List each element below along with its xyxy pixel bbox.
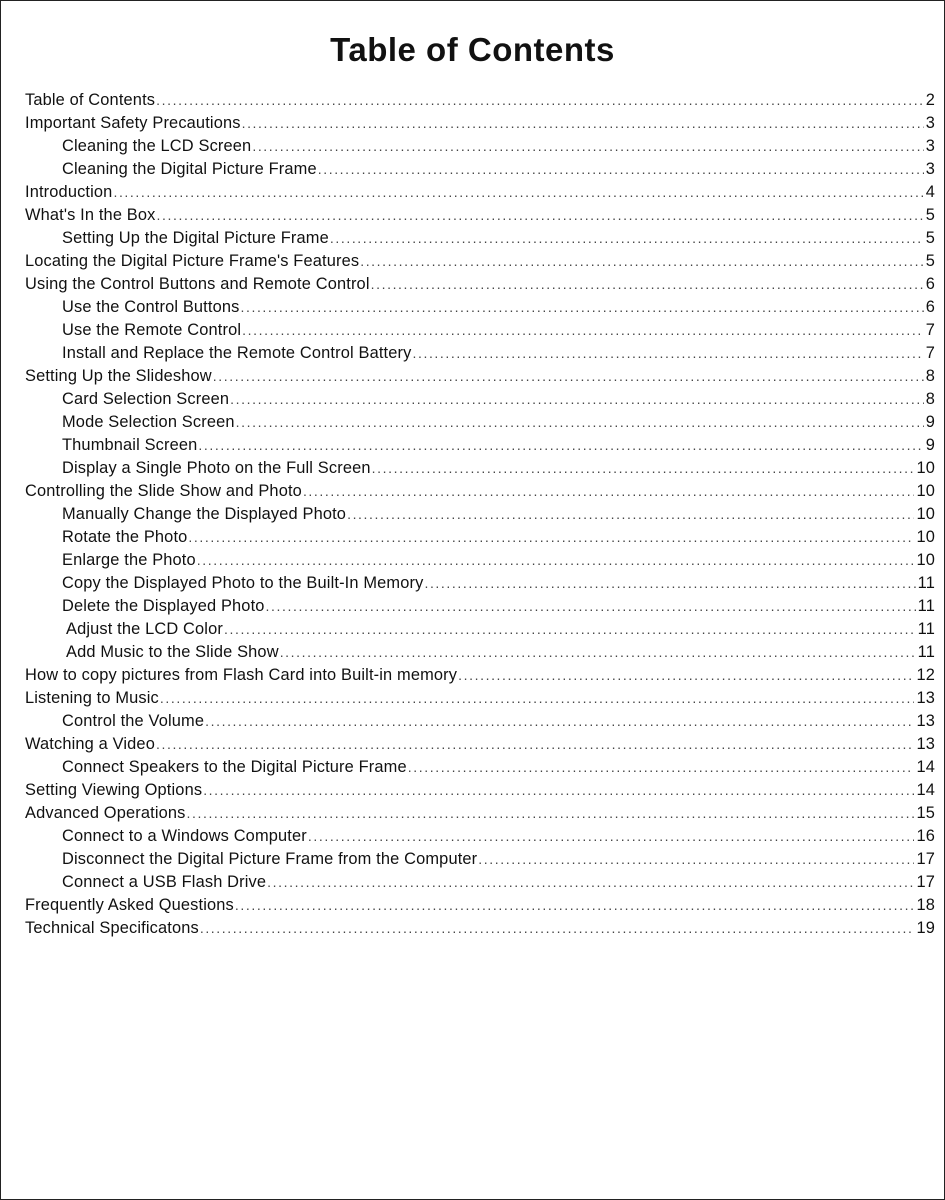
dot-leader [156,89,924,112]
dot-leader [372,457,915,480]
toc-entry-title: Use the Control Buttons [62,298,240,316]
toc-entry-title: What's In the Box [25,206,156,224]
dot-leader [205,710,914,733]
dot-leader [188,526,914,549]
toc-entry-title: Setting Viewing Options [25,781,203,799]
toc-entry[interactable] [25,158,935,181]
toc-entry[interactable] [25,480,935,503]
toc-entry-title: Controlling the Slide Show and Photo [25,482,302,500]
toc-entry-title: Important Safety Precautions [25,114,241,132]
toc-entry-title: Manually Change the Displayed Photo [62,505,347,523]
toc-entry[interactable] [25,641,935,664]
toc-entry[interactable] [25,227,935,250]
toc-entry-page-number: 12 [916,666,935,684]
dot-leader [280,641,916,664]
toc-entry-title: Control the Volume [62,712,205,730]
toc-entry-page-number: 3 [925,160,935,178]
toc-entry[interactable] [25,250,935,273]
table-of-contents [25,89,935,940]
dot-leader [157,204,924,227]
toc-entry-title: Technical Specificatons [25,919,199,937]
toc-entry-page-number: 18 [916,896,935,914]
toc-entry-page-number: 13 [916,735,935,753]
toc-entry[interactable] [25,595,935,618]
toc-entry-title: Install and Replace the Remote Control Battery [62,344,412,362]
toc-entry[interactable] [25,273,935,296]
toc-entry-page-number: 7 [925,344,935,362]
toc-entry-title: Cleaning the LCD Screen [62,137,252,155]
toc-entry-page-number: 5 [925,206,935,224]
dot-leader [200,917,915,940]
toc-entry-page-number: 7 [925,321,935,339]
toc-entry[interactable] [25,503,935,526]
toc-entry[interactable] [25,687,935,710]
toc-entry[interactable] [25,135,935,158]
toc-entry[interactable] [25,411,935,434]
toc-entry-page-number: 11 [917,574,935,592]
toc-entry-page-number: 10 [916,551,935,569]
dot-leader [240,296,923,319]
dot-leader [235,894,915,917]
toc-entry[interactable] [25,894,935,917]
toc-entry-page-number: 19 [916,919,935,937]
toc-entry-page-number: 5 [925,229,935,247]
toc-entry-page-number: 10 [916,459,935,477]
toc-entry-title: Thumbnail Screen [62,436,198,454]
dot-leader [360,250,924,273]
dot-leader [160,687,915,710]
dot-leader [267,871,914,894]
toc-entry-page-number: 3 [925,114,935,132]
toc-entry-title: Locating the Digital Picture Frame's Features [25,252,360,270]
dot-leader [371,273,924,296]
dot-leader [242,112,924,135]
toc-entry-title: Table of Contents [25,91,156,109]
toc-entry[interactable] [25,319,935,342]
toc-entry-page-number: 4 [925,183,935,201]
toc-entry[interactable] [25,181,935,204]
toc-entry[interactable] [25,848,935,871]
dot-leader [308,825,915,848]
dot-leader [252,135,923,158]
toc-entry-title: Rotate the Photo [62,528,188,546]
toc-entry[interactable] [25,388,935,411]
toc-entry[interactable] [25,779,935,802]
toc-entry-page-number: 17 [916,850,935,868]
dot-leader [318,158,924,181]
toc-entry-page-number: 8 [925,390,935,408]
dot-leader [330,227,924,250]
toc-entry-title: Mode Selection Screen [62,413,235,431]
toc-entry-title: Display a Single Photo on the Full Screen [62,459,371,477]
toc-entry[interactable] [25,296,935,319]
toc-entry-page-number: 5 [925,252,935,270]
dot-leader [197,549,915,572]
toc-entry[interactable] [25,802,935,825]
toc-entry-page-number: 17 [916,873,935,891]
toc-entry[interactable] [25,618,935,641]
toc-entry[interactable] [25,756,935,779]
toc-entry[interactable] [25,204,935,227]
dot-leader [113,181,923,204]
dot-leader [347,503,914,526]
dot-leader [266,595,916,618]
toc-entry-page-number: 11 [917,643,935,661]
toc-entry[interactable] [25,89,935,112]
dot-leader [224,618,916,641]
dot-leader [156,733,914,756]
toc-entry-page-number: 6 [925,298,935,316]
toc-entry[interactable] [25,549,935,572]
dot-leader [458,664,914,687]
toc-entry-page-number: 13 [916,689,935,707]
toc-entry[interactable] [25,365,935,388]
toc-entry-title: Watching a Video [25,735,155,753]
toc-entry-page-number: 9 [925,413,935,431]
toc-entry[interactable] [25,664,935,687]
toc-entry-page-number: 6 [925,275,935,293]
toc-entry-page-number: 14 [916,781,935,799]
toc-entry-title: Frequently Asked Questions [25,896,234,914]
toc-entry-title: How to copy pictures from Flash Card into Built-in memory [25,666,458,684]
toc-entry-page-number: 10 [916,528,935,546]
toc-entry[interactable] [25,342,935,365]
toc-entry[interactable] [25,572,935,595]
toc-entry-page-number: 16 [916,827,935,845]
toc-entry-page-number: 2 [925,91,935,109]
toc-entry-page-number: 8 [925,367,935,385]
toc-entry-title: Card Selection Screen [62,390,230,408]
dot-leader [236,411,924,434]
toc-entry-title: Add Music to the Slide Show [66,643,279,661]
toc-entry[interactable] [25,825,935,848]
toc-entry[interactable] [25,526,935,549]
toc-entry-page-number: 9 [925,436,935,454]
dot-leader [412,342,923,365]
toc-entry-title: Disconnect the Digital Picture Frame from the Computer [62,850,478,868]
toc-entry-title: Copy the Displayed Photo to the Built-In Memory [62,574,424,592]
toc-entry[interactable] [25,457,935,480]
toc-entry-title: Listening to Music [25,689,159,707]
dot-leader [478,848,914,871]
toc-entry[interactable] [25,871,935,894]
toc-entry-page-number: 15 [916,804,935,822]
toc-entry-title: Use the Remote Control [62,321,242,339]
toc-entry-page-number: 10 [916,482,935,500]
page-title: Table of Contents [330,31,615,68]
toc-entry-title: Connect to a Windows Computer [62,827,307,845]
dot-leader [213,365,924,388]
dot-leader [230,388,924,411]
toc-entry-title: Connect Speakers to the Digital Picture Frame [62,758,407,776]
toc-entry-title: Delete the Displayed Photo [62,597,265,615]
toc-entry[interactable] [25,112,935,135]
toc-entry-page-number: 11 [917,620,935,638]
toc-entry-page-number: 3 [925,137,935,155]
dot-leader [186,802,914,825]
toc-entry-title: Connect a USB Flash Drive [62,873,267,891]
dot-leader [408,756,915,779]
toc-entry-title: Cleaning the Digital Picture Frame [62,160,317,178]
dot-leader [242,319,924,342]
dot-leader [303,480,915,503]
toc-entry[interactable] [25,710,935,733]
toc-entry-title: Setting Up the Digital Picture Frame [62,229,329,247]
toc-entry[interactable] [25,917,935,940]
toc-entry-title: Setting Up the Slideshow [25,367,212,385]
toc-entry-title: Introduction [25,183,113,201]
toc-entry-title: Using the Control Buttons and Remote Control [25,275,370,293]
dot-leader [198,434,923,457]
toc-entry-title: Adjust the LCD Color [66,620,223,638]
toc-entry[interactable] [25,434,935,457]
toc-entry-page-number: 14 [916,758,935,776]
dot-leader [203,779,914,802]
dot-leader [424,572,915,595]
toc-entry-page-number: 11 [917,597,935,615]
toc-entry-page-number: 10 [916,505,935,523]
toc-entry-title: Enlarge the Photo [62,551,196,569]
toc-entry-title: Advanced Operations [25,804,186,822]
toc-entry-page-number: 13 [916,712,935,730]
toc-entry[interactable] [25,733,935,756]
